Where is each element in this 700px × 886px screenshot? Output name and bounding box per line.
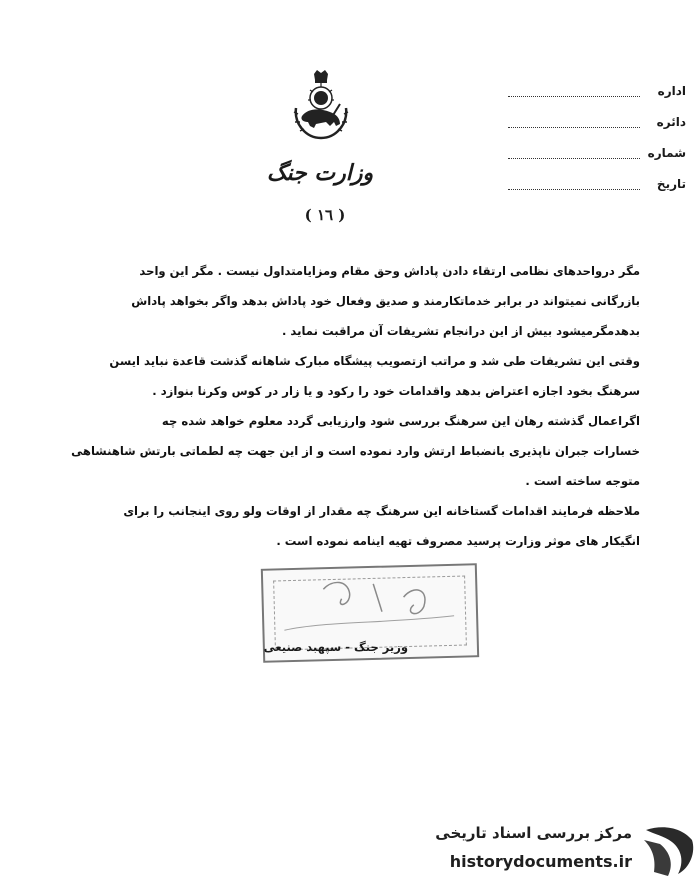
paragraph-4 xyxy=(40,496,640,556)
text-line: انگیکار های موثر وزارت پرسید مصروف تهیه اینامه نموده است . xyxy=(276,534,640,548)
field-dotted-line xyxy=(508,127,640,128)
text-line: خسارات جبران ناپذیری بانضباط ارتش وارد نموده است و از این جهت چه لطماتی بارتش شاهنشاهی xyxy=(71,444,640,458)
lion-and-sun-emblem-icon xyxy=(286,68,356,144)
ministry-title: وزارت جنگ xyxy=(266,160,374,186)
text-line: سرهنگ بخود اجازه اعتراض بدهد واقدامات خود را رکود و یا زار در کوس وکرنا بنوازد . xyxy=(152,384,640,398)
text-line: بازرگانی نمیتواند در برابر خدماتکارمند و صدیق وفعال خود پاداش بدهد واگر بخواهد پاداش xyxy=(131,294,640,308)
history-documents-logo-icon xyxy=(638,822,698,880)
watermark-url[interactable]: historydocuments.ir xyxy=(449,852,632,871)
letter-body xyxy=(40,256,640,556)
text-line: بدهدمگرمیشود بیش از این درانجام تشریفات آن مراقبت نماید . xyxy=(281,324,640,338)
document-number: ( ١٦ ) xyxy=(304,206,346,224)
paragraph-1 xyxy=(40,256,640,346)
field-dotted-line xyxy=(508,96,640,97)
text-line: وقتی این تشریفات طی شد و مراتب ازتصویب پیشگاه مبارک شاهانه گذشت قاعدة نباید ایسن xyxy=(109,354,640,368)
field-label: تاریخ xyxy=(656,177,686,191)
text-line: متوجه ساخته است . xyxy=(525,474,640,488)
field-label: دائره xyxy=(656,115,686,129)
paragraph-2 xyxy=(40,346,640,406)
text-line: اگراعمال گذشته رهان این سرهنگ بررسی شود وارزیابی گردد معلوم خواهد شده چه xyxy=(161,414,640,428)
field-label: اداره xyxy=(657,84,686,98)
field-office xyxy=(486,115,686,146)
text-line: ملاحظه فرمایند اقدامات گستاخانه این سرهنگ چه مقدار از اوقات ولو روی اینجانب را برای xyxy=(123,504,640,518)
field-date xyxy=(486,177,686,208)
field-number xyxy=(486,146,686,177)
paragraph-3 xyxy=(40,406,640,496)
letterhead-fields xyxy=(486,84,686,208)
signature-line: وزیر جنگ - سپهبد صنیعی xyxy=(263,640,408,654)
field-department xyxy=(486,84,686,115)
field-label: شماره xyxy=(647,146,686,160)
watermark-title: مرکز بررسی اسناد تاریخی xyxy=(435,824,632,842)
field-dotted-line xyxy=(508,189,640,190)
watermark xyxy=(408,818,698,882)
field-dotted-line xyxy=(508,158,640,159)
text-line: مگر درواحدهای نظامی ارتقاء دادن پاداش وحق مقام ومزایامتداول نیست . مگر این واحد xyxy=(139,264,640,278)
